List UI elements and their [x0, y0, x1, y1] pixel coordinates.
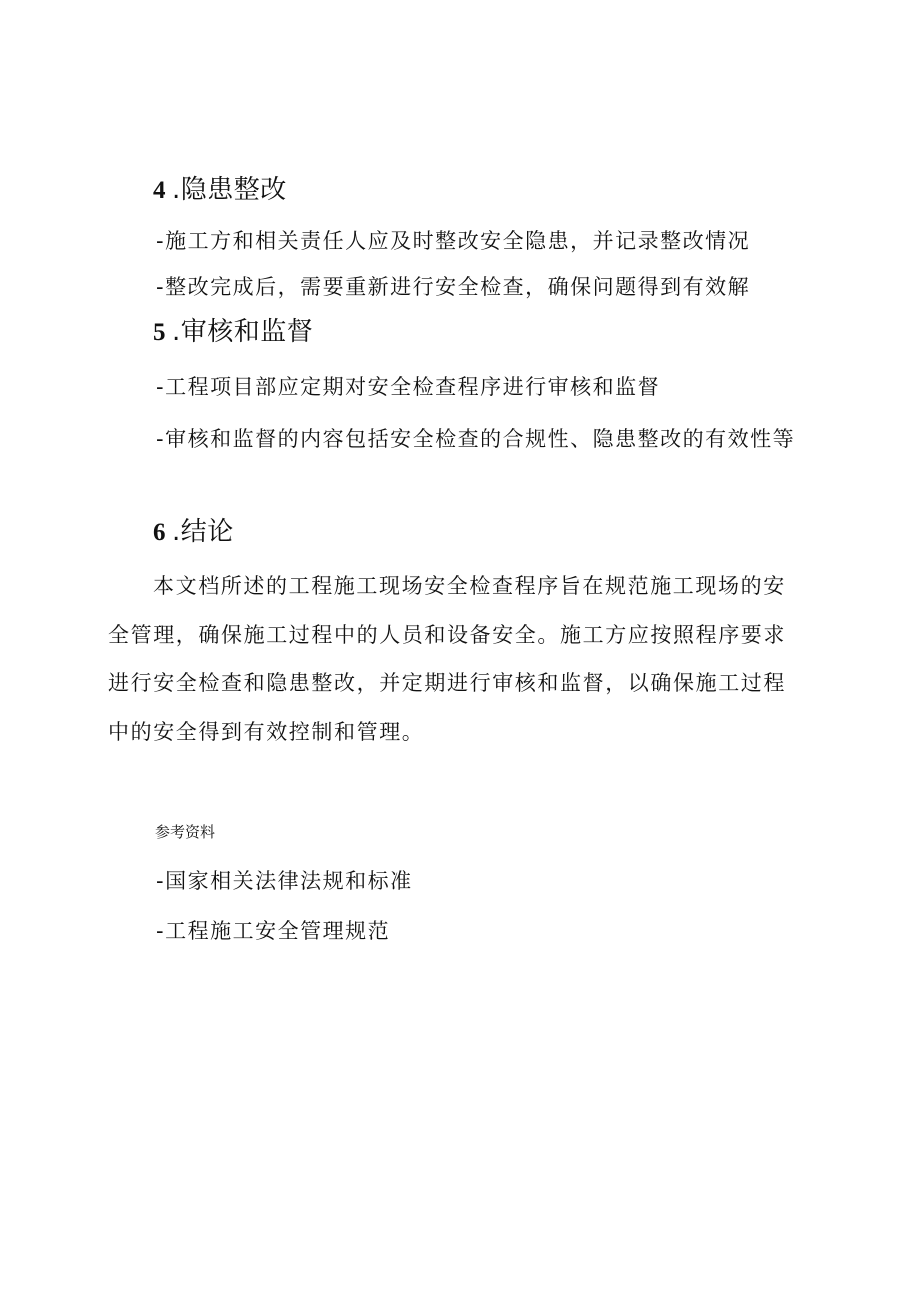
- conclusion-paragraph: 本文档所述的工程施工现场安全检查程序旨在规范施工现场的安全管理，确保施工过程中的人员和设备安全。施工方应按照程序要求进行安全检查和隐患整改，并定期进行审核和监督，以确保施工过程中的安全得到有效控制和管理。: [108, 574, 786, 744]
- section-4-item-1: -施工方和相关责任人应及时整改安全隐患，并记录整改情况: [156, 229, 751, 253]
- section-6-title: .结论: [172, 517, 234, 547]
- section-4-item-2: -整改完成后，需要重新进行安全检查，确保问题得到有效解: [156, 275, 751, 299]
- reference-item-2: -工程施工安全管理规范: [156, 919, 391, 943]
- section-4-heading: [153, 172, 287, 209]
- references-title: 参考资料: [155, 823, 216, 841]
- section-5-heading: [153, 314, 313, 351]
- section-5-number: 5: [153, 319, 166, 346]
- section-5-item-2: -审核和监督的内容包括安全检查的合规性、隐患整改的有效性等: [156, 427, 796, 451]
- section-5-item-1: -工程项目部应定期对安全检查程序进行审核和监督: [156, 375, 661, 399]
- section-4-number: 4: [153, 177, 166, 204]
- section-6-number: 6: [153, 519, 166, 546]
- section-6-heading: [153, 514, 234, 551]
- section-5-title: .审核和监督: [172, 317, 314, 347]
- reference-item-1: -国家相关法律法规和标准: [156, 869, 413, 893]
- section-4-title: .隐患整改: [172, 175, 287, 205]
